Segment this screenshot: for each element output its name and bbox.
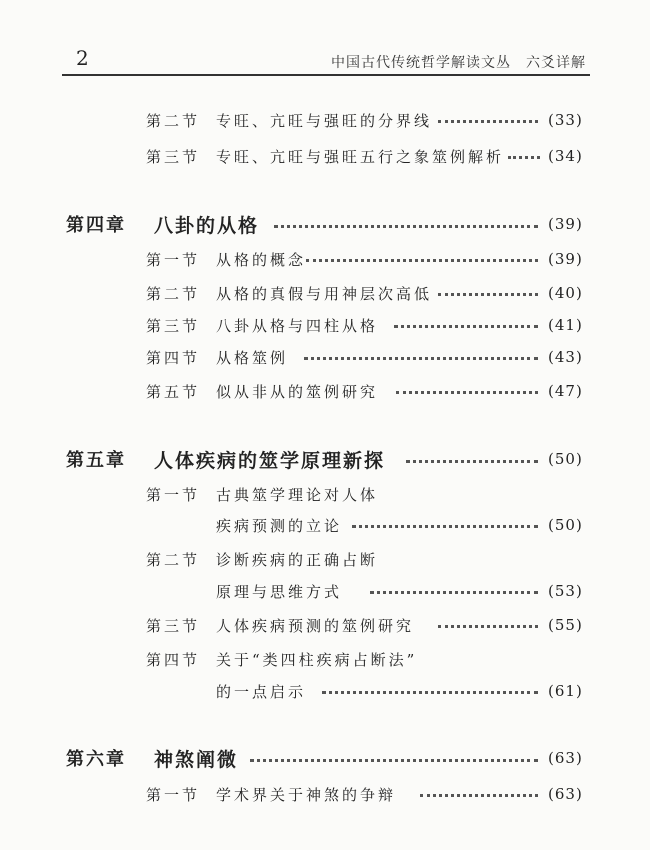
- toc-chapter-number: 第五章: [66, 450, 126, 471]
- toc-chapter-title: 八卦的从格: [154, 214, 260, 237]
- dot-leader: [438, 119, 538, 123]
- running-header: [62, 44, 590, 76]
- toc-entry: [0, 545, 650, 573]
- toc-entry-number: 第二节: [146, 284, 201, 303]
- toc-entry-continuation: [0, 511, 650, 539]
- dot-leader: [438, 624, 538, 628]
- toc-entry-title: 从格的概念: [216, 250, 307, 269]
- dot-leader: [438, 292, 538, 296]
- dot-leader: [508, 155, 540, 159]
- toc-entry: [0, 142, 650, 170]
- toc-entry: [0, 611, 650, 639]
- toc-entry-title: 从格的真假与用神层次高低: [216, 284, 433, 303]
- toc-entry-number: 第四节: [146, 348, 201, 367]
- toc-chapter-number: 第四章: [66, 215, 126, 236]
- toc-entry-title: 八卦从格与四柱从格: [216, 316, 379, 335]
- toc-entry-page: (61): [548, 682, 583, 700]
- toc-entry: [0, 377, 650, 405]
- toc-entry-number: 第三节: [146, 316, 201, 335]
- toc-entry-number: 第四节: [146, 650, 201, 669]
- toc-entry-title: 的一点启示: [216, 682, 307, 701]
- toc-entry: [0, 245, 650, 273]
- toc-entry-title: 人体疾病预测的筮例研究: [216, 616, 415, 635]
- toc-entry-title: 古典筮学理论对人体: [216, 485, 379, 504]
- toc-entry: [0, 106, 650, 134]
- toc-entry-page: (63): [548, 785, 583, 803]
- toc-entry-title: 专旺、亢旺与强旺五行之象筮例解析: [216, 147, 505, 166]
- toc-entry-number: 第一节: [146, 250, 201, 269]
- dot-leader: [370, 590, 538, 594]
- toc-entry-page: (53): [548, 582, 583, 600]
- dot-leader: [306, 258, 538, 262]
- toc-entry: [0, 780, 650, 808]
- toc-entry-title: 似从非从的筮例研究: [216, 382, 379, 401]
- toc-entry: [0, 279, 650, 307]
- toc-entry-page: (55): [548, 616, 583, 634]
- toc-entry-title: 专旺、亢旺与强旺的分界线: [216, 111, 433, 130]
- toc-entry: [0, 343, 650, 371]
- dot-leader: [394, 324, 538, 328]
- toc-entry-number: 第一节: [146, 485, 201, 504]
- dot-leader: [304, 356, 538, 360]
- toc-chapter-title: 人体疾病的筮学原理新探: [154, 449, 386, 472]
- toc-chapter-page: (50): [548, 450, 583, 468]
- toc-entry-number: 第三节: [146, 147, 201, 166]
- toc-chapter: [0, 445, 650, 473]
- toc-entry-number: 第二节: [146, 550, 201, 569]
- toc-entry-number: 第一节: [146, 785, 201, 804]
- dot-leader: [322, 690, 538, 694]
- page-number: 2: [76, 46, 89, 70]
- toc-entry-page: (33): [548, 111, 583, 129]
- dot-leader: [250, 758, 538, 762]
- toc-entry-title: 关于“类四柱疾病占断法”: [216, 650, 418, 669]
- toc-chapter-number: 第六章: [66, 749, 126, 770]
- toc-chapter-page: (63): [548, 749, 583, 767]
- toc-entry: [0, 311, 650, 339]
- dot-leader: [420, 793, 538, 797]
- toc-entry-number: 第五节: [146, 382, 201, 401]
- toc-entry-page: (41): [548, 316, 583, 334]
- toc-entry-continuation: [0, 677, 650, 705]
- toc-entry: [0, 480, 650, 508]
- toc-entry: [0, 645, 650, 673]
- toc-chapter-page: (39): [548, 215, 583, 233]
- toc-entry-title: 从格筮例: [216, 348, 289, 367]
- dot-leader: [396, 390, 538, 394]
- toc-entry-page: (50): [548, 516, 583, 534]
- dot-leader: [274, 224, 538, 228]
- running-title: 中国古代传统哲学解读文丛 六爻详解: [331, 55, 586, 71]
- toc-entry-page: (39): [548, 250, 583, 268]
- toc-entry-page: (34): [548, 147, 583, 165]
- toc-entry-page: (40): [548, 284, 583, 302]
- toc-entry-number: 第三节: [146, 616, 201, 635]
- toc-entry-number: 第二节: [146, 111, 201, 130]
- toc-entry-title: 原理与思维方式: [216, 582, 343, 601]
- toc-chapter: [0, 210, 650, 238]
- toc-entry-title: 学术界关于神煞的争辩: [216, 785, 397, 804]
- dot-leader: [406, 459, 538, 463]
- toc-chapter: [0, 744, 650, 772]
- toc-entry-title: 诊断疾病的正确占断: [216, 550, 379, 569]
- toc-chapter-title: 神煞阐微: [154, 748, 239, 771]
- toc-entry-continuation: [0, 577, 650, 605]
- toc-entry-page: (47): [548, 382, 583, 400]
- dot-leader: [352, 524, 538, 528]
- toc-entry-page: (43): [548, 348, 583, 366]
- toc-entry-title: 疾病预测的立论: [216, 516, 343, 535]
